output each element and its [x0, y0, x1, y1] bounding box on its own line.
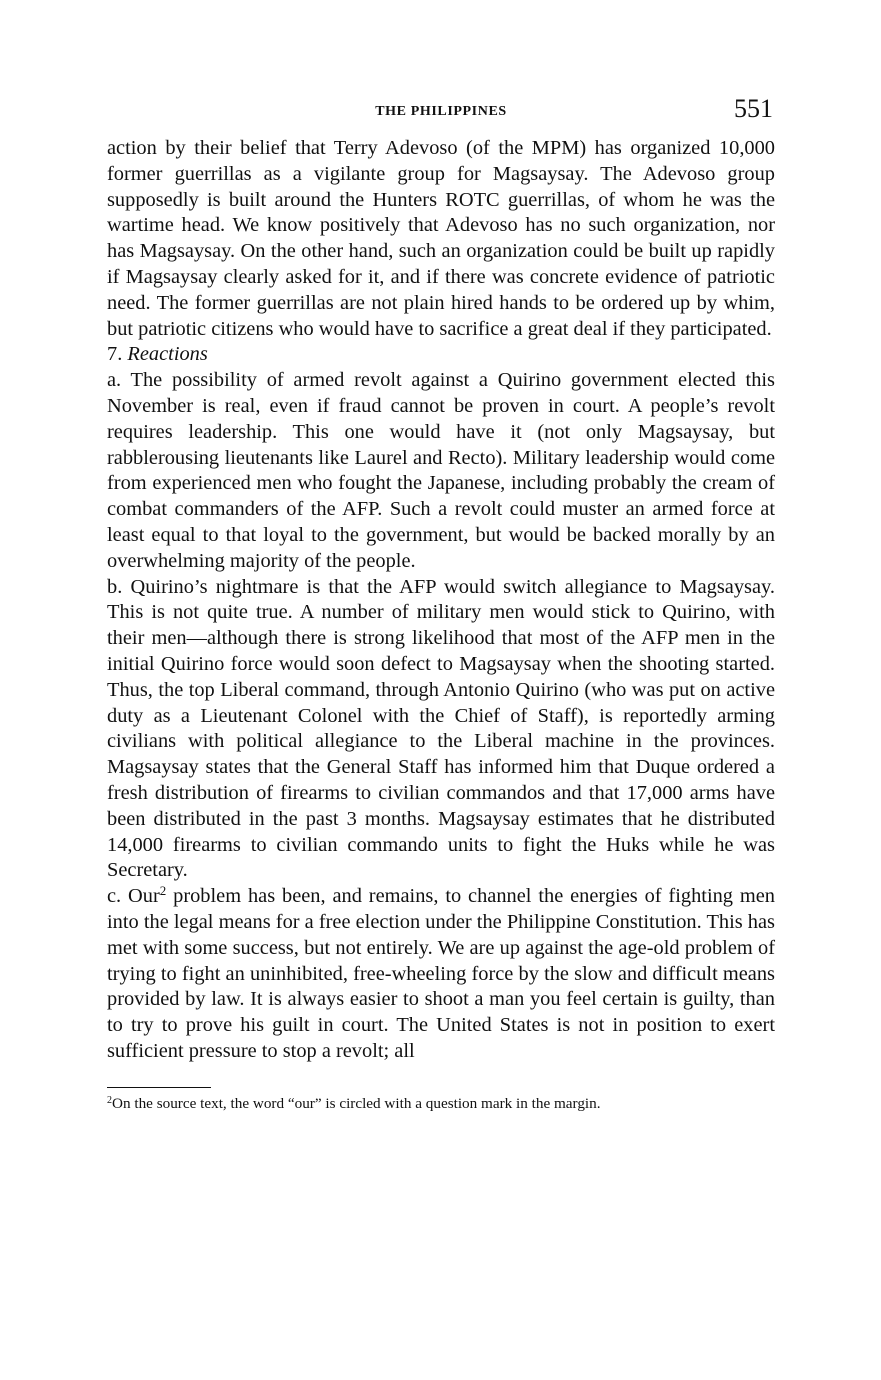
- footnote-divider: [107, 1087, 211, 1088]
- paragraph-c-start: c. Our: [107, 885, 160, 908]
- paragraph-c: [107, 884, 775, 1065]
- footnote: [107, 1094, 775, 1113]
- running-header: [107, 90, 775, 124]
- paragraph-c-rest: problem has been, and remains, to channel the energies of fighting men into the legal means for a free election under the Philippine Constitution. This has met with some success, but not entirely. We are up against the age-old problem of trying to fight an uninhibited, free-wheeling force by the slow and difficult means provided by law. It is always easier to shoot a man you feel certain is guilty, than to try to prove his guilt in court. The United States is not in position to exert sufficient pressure to stop a revolt; all: [107, 885, 775, 1062]
- footnote-text: On the source text, the word “our” is circled with a question mark in the margin.: [112, 1094, 601, 1112]
- section-number: 7.: [107, 343, 123, 366]
- running-title: THE PHILIPPINES: [375, 104, 507, 119]
- paragraph-b: b. Quirino’s nightmare is that the AFP would switch allegiance to Magsaysay. This is not quite true. A number of military men would stick to Quirino, with their men—although there is strong likelihood that most of the AFP men in the initial Quirino force would soon defect to Magsaysay when the shooting started. Thus, the top Liberal command, through Antonio Quirino (who was put on active duty as a Lieutenant Colonel with the Chief of Staff), is reportedly arming civilians with political allegiance to the Liberal machine in the provinces. Magsaysay states that the General Staff has informed him that Duque ordered a fresh distribution of firearms to civilian commandos and that 17,000 arms have been distributed in the past 3 months. Magsaysay estimates that he distributed 14,000 firearms to civilian commando units to fight the Huks while he was Secretary.: [107, 575, 775, 882]
- page-number: 551: [734, 94, 773, 123]
- document-page: [107, 90, 775, 1113]
- body-text: [107, 136, 775, 1065]
- paragraph-a: a. The possibility of armed revolt against a Quirino government elected this November is real, even if fraud cannot be proven in court. A people’s revolt requires leadership. This one would have it (not only Magsaysay, but rabblerousing lieutenants like Laurel and Recto). Military leadership would come from experienced men who fought the Japanese, including probably the cream of combat commanders of the AFP. Such a revolt could muster an armed force at least equal to that loyal to the government, but would be backed morally by an overwhelming majority of the people.: [107, 369, 775, 572]
- footnote-reference: 2: [159, 883, 167, 899]
- footnote-marker: 2: [107, 1094, 112, 1106]
- paragraph-continuation: action by their belief that Terry Adevoso (of the MPM) has organized 10,000 former guerrillas as a vigilante group for Magsaysay. The Adevoso group supposedly is built around the Hunters ROTC guerrillas, of whom he was the wartime head. We know positively that Adevoso has no such organization, nor has Magsaysay. On the other hand, such an organization could be built up rapidly if Magsaysay clearly asked for it, and if there was concrete evidence of patriotic need. The former guerrillas are not plain hired hands to be ordered up by whim, but patriotic citizens who would have to sacrifice a great deal if they participated.: [107, 137, 775, 340]
- section-heading: [107, 342, 775, 368]
- section-title: Reactions: [127, 343, 208, 366]
